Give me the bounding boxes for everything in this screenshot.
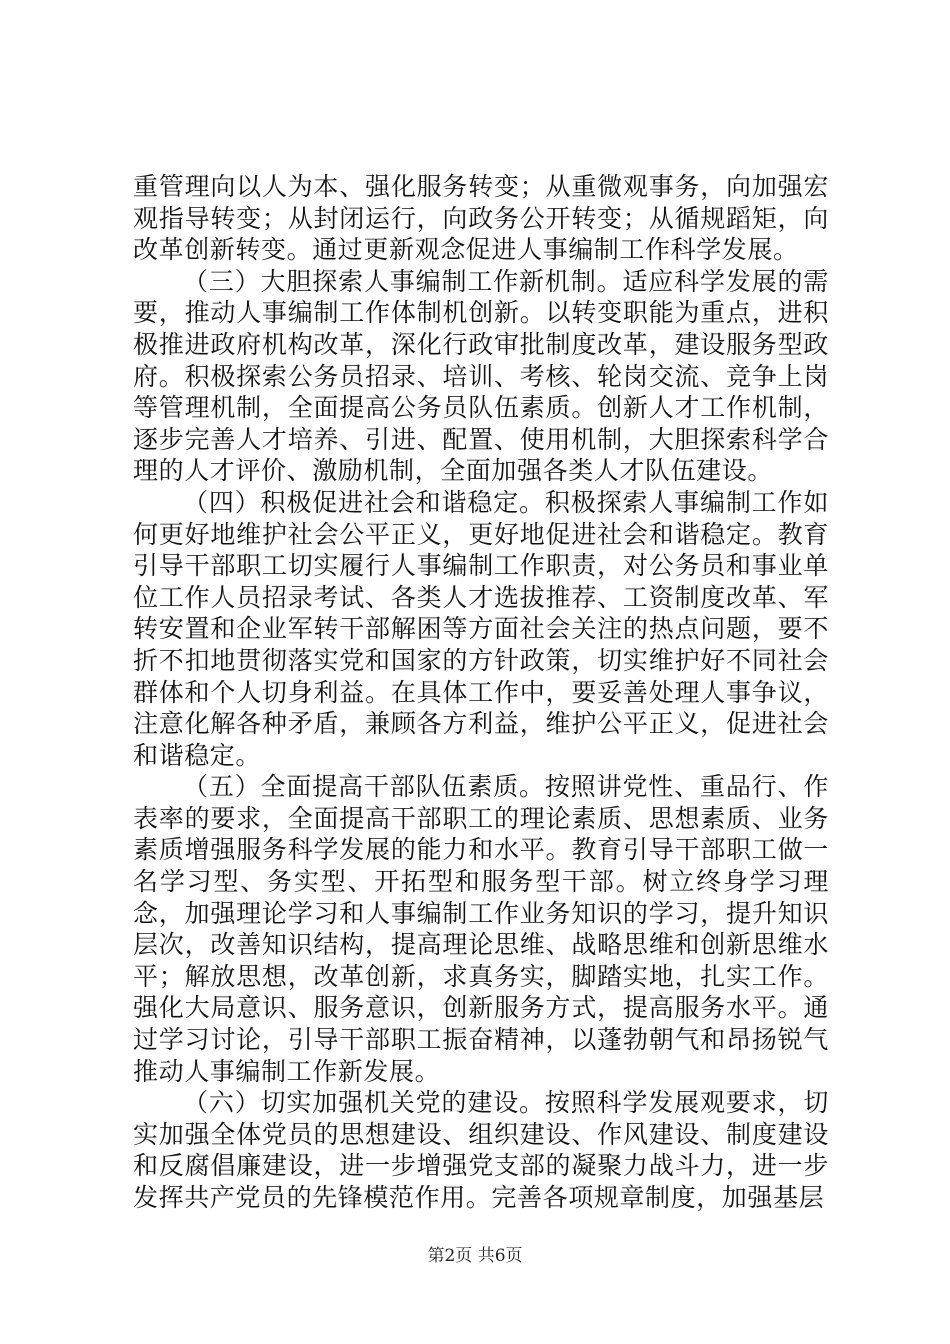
paragraph-section-4: （四）积极促进社会和谐稳定。积极探索人事编制工作如何更好地维护社会公平正义，更好地促进社会和谐稳定。教育引导干部职工切实履行人事编制工作职责，对公务员和事业单位工作人员招录考试、各类人才选拔推荐、工资制度改革、军转安置和企业军转干部解困等方面社会关注的热点问题，要不折不扣地贯彻落实党和国家的方针政策，切实维护好不同社会群体和个人切身利益。在具体工作中，要妥善处理人事争议，注意化解各种矛盾，兼顾各方利益，维护公平正义，促进社会和谐稳定。 (133, 487, 829, 770)
paragraph-continuation: 重管理向以人为本、强化服务转变；从重微观事务，向加强宏观指导转变；从封闭运行，向政务公开转变；从循规蹈矩，向改革创新转变。通过更新观念促进人事编制工作科学发展。 (133, 172, 829, 265)
page-number-footer: 第2页 共6页 (427, 1246, 523, 1266)
paragraph-section-5: （五）全面提高干部队伍素质。按照讲党性、重品行、作表率的要求，全面提高干部职工的理论素质、思想素质、业务素质增强服务科学发展的能力和水平。教育引导干部职工做一名学习型、务实型、开拓型和服务型干部。树立终身学习理念，加强理论学习和人事编制工作业务知识的学习，提升知识层次，改善知识结构，提高理论思维、战略思维和创新思维水平；解放思想，改革创新，求真务实，脚踏实地，扎实工作。强化大局意识、服务意识，创新服务方式，提高服务水平。通过学习讨论，引导干部职工振奋精神，以蓬勃朝气和昂扬锐气推动人事编制工作新发展。 (133, 772, 829, 1086)
document-body (133, 171, 829, 1214)
paragraph-section-6: （六）切实加强机关党的建设。按照科学发展观要求，切实加强全体党员的思想建设、组织建设、作风建设、制度建设和反腐倡廉建设，进一步增强党支部的凝聚力战斗力，进一步发挥共产党员的先锋模范作用。完善各项规章制度，加强基层 (133, 1088, 829, 1212)
paragraph-section-3: （三）大胆探索人事编制工作新机制。适应科学发展的需要，推动人事编制工作体制机创新。以转变职能为重点，进积极推进政府机构改革，深化行政审批制度改革，建设服务型政府。积极探索公务员招录、培训、考核、轮岗交流、竞争上岗等管理机制，全面提高公务员队伍素质。创新人才工作机制，逐步完善人才培养、引进、配置、使用机制，大胆探索科学合理的人才评价、激励机制，全面加强各类人才队伍建设。 (133, 266, 829, 486)
